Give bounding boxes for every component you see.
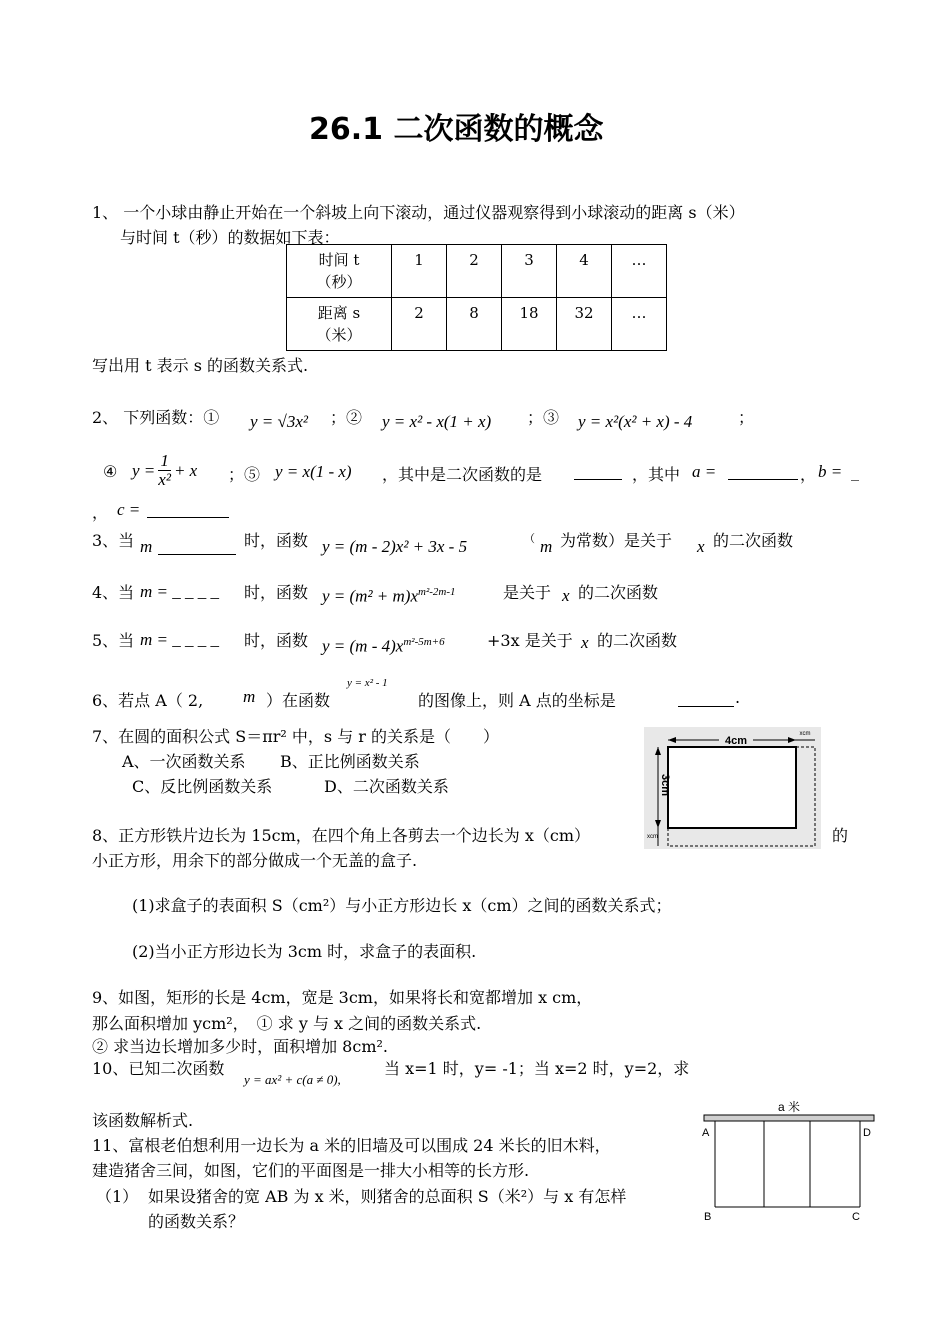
q3-function: y = (m - 2)x² + 3x - 5 [322,537,468,556]
table-cell: 距离 s （米） [287,298,392,351]
table-cell: 18 [502,298,557,351]
q5-x: x [581,633,589,652]
q8-line2: 小正方形，用余下的部分做成一个无盖的盒子. [92,851,418,870]
q5-plus-text: +3x 是关于 [487,631,573,650]
q6-blank[interactable] [678,690,734,707]
q5-tail: 的二次函数 [597,631,678,650]
point-c-label: C [852,1211,860,1223]
q4-mid: 时，函数 [244,583,309,602]
q2-c-blank[interactable] [147,501,229,518]
q11-line2: 建造猪舍三间，如图，它们的平面图是一排大小相等的长方形. [92,1161,530,1180]
q3-text: 为常数）是关于 [560,531,673,550]
table-cell: 4 [557,245,612,298]
height-label: 3cm [659,774,671,797]
q4-text: 是关于 [503,583,552,602]
q2-function-3: y = x²(x² + x) - 4 [578,412,693,431]
q2-function-2: y = x² - x(1 + x) [382,412,492,431]
q4-m-blank[interactable]: m = _ _ _ _ [140,582,219,601]
q2-b-label: b = [818,462,843,481]
q6-tail: 的图像上，则 A 点的坐标是 [418,691,616,710]
q2-comma-line3: ， [92,503,109,522]
q7-option-d[interactable]: D、二次函数关系 [324,777,449,796]
q8-sub1: (1)求盒子的表面积 S（cm²）与小正方形边长 x（cm）之间的函数关系式； [132,896,672,915]
q5-prefix: 5、当 [92,631,135,650]
q11-sub1-number: （1） [96,1187,139,1206]
q3-m: m [140,537,153,556]
q2-c-label: c = [117,500,141,519]
q2-sep-2: ；② [330,408,363,427]
q3-m2: m [540,537,553,556]
q3-tail: 的二次函数 [713,531,794,550]
q6-prefix: 6、若点 A（ 2, [92,691,204,710]
q8-sub2: (2)当小正方形边长为 3cm 时，求盒子的表面积. [132,942,477,961]
table-cell: … [612,298,667,351]
q2-answer-blank[interactable] [574,463,622,480]
q10-line2: 该函数解析式. [92,1111,194,1130]
q3-blank[interactable] [158,538,236,555]
q5-function: $y = (m - 4)x^{m^2-5m+6}$ [322,636,445,656]
table-row [287,245,667,298]
q6-mid: ）在函数 [266,691,331,710]
q2-sep-3: ；③ [527,408,560,427]
rectangle-figure [643,726,823,851]
q6-function: y = x² - 1 [347,677,388,689]
q2-b-blank[interactable]: _ [851,462,859,481]
q10-prefix: 10、已知二次函数 [92,1059,225,1078]
q9-line2: 那么面积增加 ycm²， ① 求 y 与 x 之间的函数关系式. [92,1014,482,1033]
q9-line3: ② 求当边长增加多少时，面积增加 8cm². [92,1037,388,1056]
q8-line1: 8、正方形铁片边长为 15cm，在四个角上各剪去一个边长为 x（cm） [92,826,591,845]
table-cell: 1 [392,245,447,298]
q2-function-4: y = $\frac{1}{\text{x²}}$ + x [132,451,198,489]
q11-sub1-line1: 如果设猪舍的宽 AB 为 x 米，则猪舍的总面积 S（米²）与 x 有怎样 [148,1187,627,1206]
point-b-label: B [704,1211,712,1223]
q2-intro: 2、 下列函数：① [92,408,220,427]
q4-function: $y = (m^2 + m)x^{m^2-2m-1}$ [322,586,456,606]
q4-prefix: 4、当 [92,583,135,602]
q2-text-1: ，其中是二次函数的是 [382,465,543,484]
q8-line1-tail: 的 [832,826,849,845]
q3-prefix: 3、当 [92,531,135,550]
q2-a-label: a = [692,462,717,481]
q5-m-blank[interactable]: m = _ _ _ _ [140,630,219,649]
q2-sep-5: ；⑤ [228,465,261,484]
wall-label: a 米 [777,1100,801,1114]
point-a-label: A [702,1127,710,1139]
q6-end: . [735,688,741,707]
q3-paren: （ [524,532,535,545]
q7-option-c[interactable]: C、反比例函数关系 [132,777,273,796]
q3-x: x [697,537,705,556]
table-cell: … [612,245,667,298]
q10-function: y = ax² + c(a ≠ 0), [244,1072,341,1087]
table-cell: 3 [502,245,557,298]
q3-mid: 时，函数 [244,531,309,550]
width-label: 4cm [724,735,748,747]
point-d-label: D [863,1127,871,1139]
original-rectangle [668,747,796,828]
table-cell: 2 [392,298,447,351]
table-cell: 8 [447,298,502,351]
q2-text-2: ，其中 [632,465,681,484]
q4-tail: 的二次函数 [578,583,659,602]
q10-text: 当 x=1 时，y= -1；当 x=2 时，y=2，求 [384,1059,690,1078]
table-cell: 时间 t （秒） [287,245,392,298]
q7-option-b[interactable]: B、正比例函数关系 [280,752,420,771]
q7-option-a[interactable]: A、一次函数关系 [122,752,246,771]
table-cell: 32 [557,298,612,351]
ext-width-label: xcm [799,731,811,737]
page-title: 26.1 二次函数的概念 [309,112,604,147]
q5-mid: 时，函数 [244,631,309,650]
q2-function-1: y = √3x² [250,412,308,431]
table-row [287,298,667,351]
q1-data-table [286,244,667,351]
old-wall [704,1115,874,1121]
q2-comma: ， [800,465,817,484]
q6-m: m [243,687,256,706]
ext-height-label: xcm [647,834,658,840]
q1-question: 写出用 t 表示 s 的函数关系式. [92,356,309,375]
q1-line1: 1、 一个小球由静止开始在一个斜坡上向下滚动，通过仪器观察得到小球滚动的距离 s（米） [92,203,745,222]
q4-x: x [562,586,570,605]
q2-a-blank[interactable] [728,463,798,480]
table-cell: 2 [447,245,502,298]
q1-line2: 与时间 t（秒）的数据如下表： [120,228,340,247]
q11-sub1-line2: 的函数关系？ [148,1212,245,1231]
q9-line1: 9、如图，矩形的长是 4cm，宽是 3cm，如果将长和宽都增加 x cm， [92,988,593,1007]
q2-function-5: y = x(1 - x) [275,462,352,481]
pig-pen-figure [698,1094,880,1226]
q2-sep-4: ； [738,408,755,427]
q7-question: 7、在圆的面积公式 S＝πr² 中，s 与 r 的关系是（ ） [92,727,500,746]
q11-line1: 11、富根老伯想利用一边长为 a 米的旧墙及可以围成 24 米长的旧木料， [92,1136,611,1155]
q2-marker-4: ④ [103,462,118,481]
